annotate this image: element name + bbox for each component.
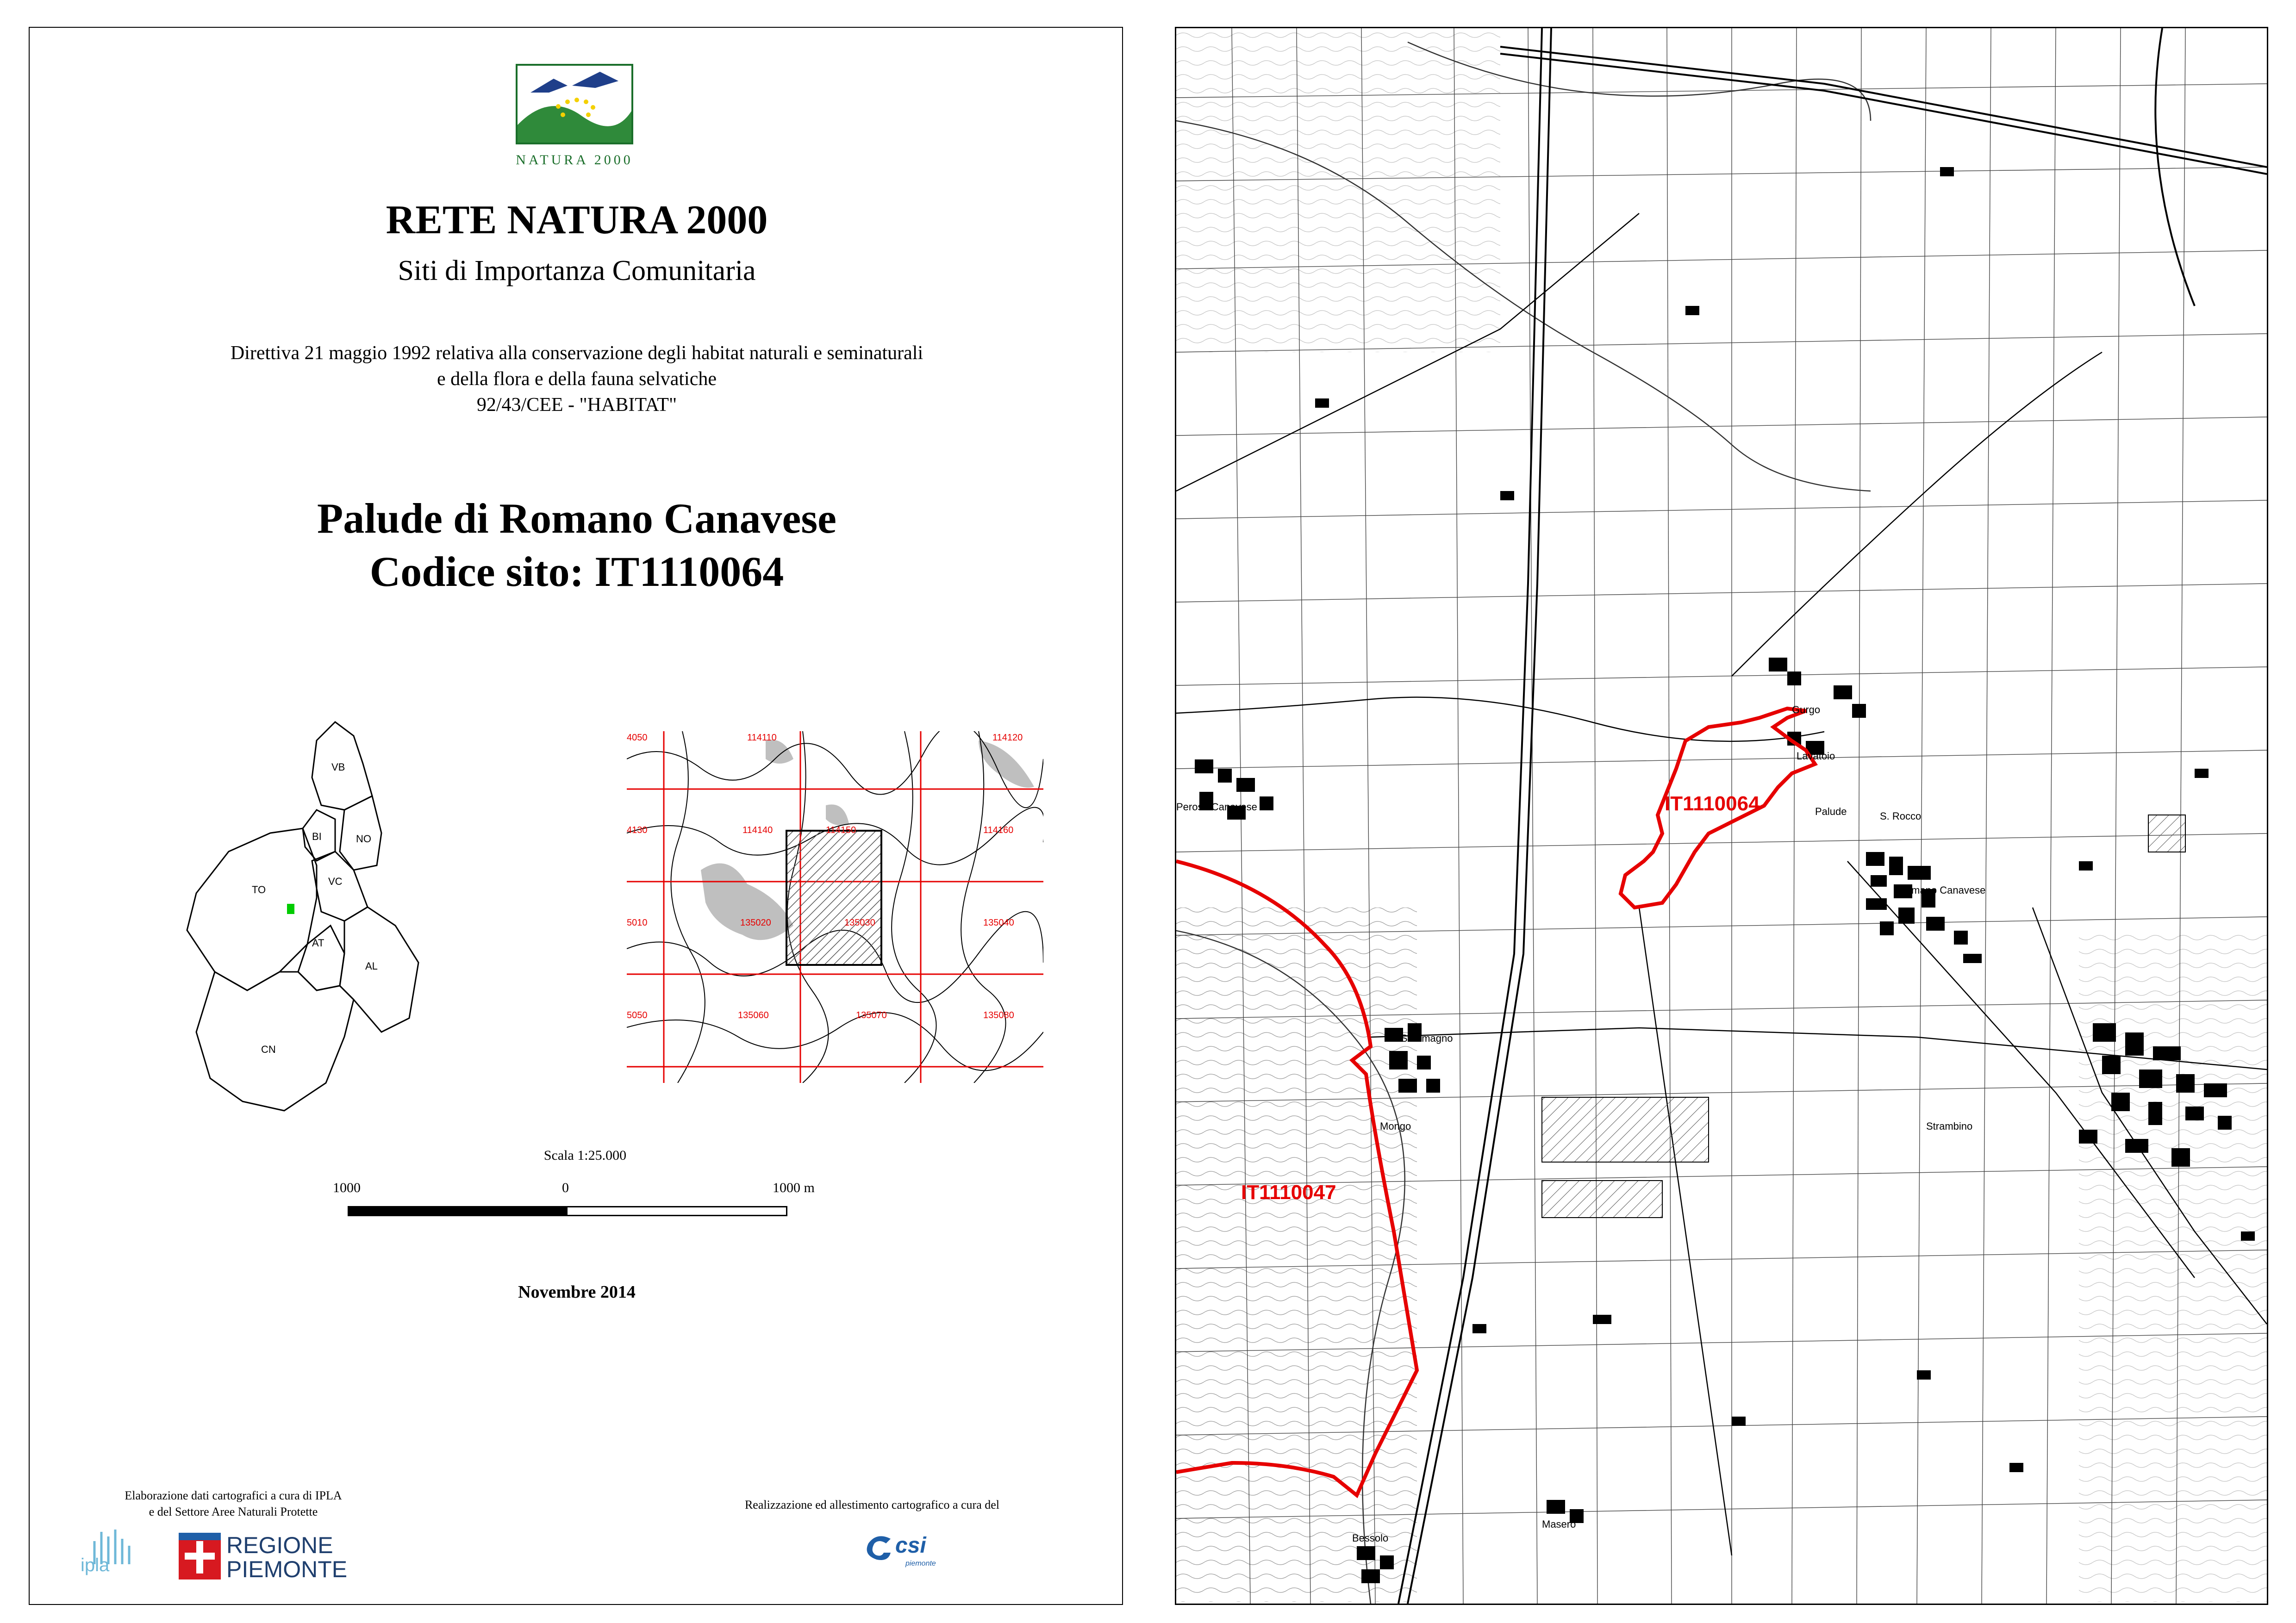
natura-2000-emblem-icon <box>512 60 637 148</box>
grid-label: 135080 <box>983 1010 1014 1020</box>
scale-label: Scala 1:25.000 <box>543 1148 627 1163</box>
topographic-map[interactable] <box>1175 27 2268 1605</box>
regione-shield-icon <box>178 1532 222 1580</box>
province-label-vc: VC <box>328 876 343 887</box>
scale-right-value: 1000 m <box>773 1180 815 1195</box>
province-label-to: TO <box>252 884 266 895</box>
grid-label: 114140 <box>742 825 773 835</box>
csi-credit-line: Realizzazione ed allestimento cartografico a cura del <box>744 1498 1000 1511</box>
grid-label: 114110 <box>747 733 777 743</box>
scale-zero-value: 0 <box>562 1180 569 1195</box>
province-label-no: NO <box>356 833 371 845</box>
place-lavatoio: Lavatoio <box>1797 750 1835 762</box>
logo-text: NATURA 2000 <box>516 152 633 168</box>
region-locator-map <box>178 713 437 1120</box>
natura-2000-logo <box>512 60 637 167</box>
title-sheet <box>29 27 1123 1605</box>
grid-label: 135040 <box>983 918 1014 928</box>
industrial-area <box>1542 1181 1662 1218</box>
place-palude: Palude <box>1815 806 1847 817</box>
csi-logo-subtext: piemonte <box>905 1560 936 1567</box>
place-perosa-canavese: Perosa Canavese <box>1176 801 1257 813</box>
site-name: Palude di Romano Canavese <box>317 495 836 542</box>
industrial-area <box>2148 815 2185 852</box>
grid-label: 5050 <box>627 1010 648 1020</box>
grid-label: 4130 <box>627 825 648 835</box>
hill-area-west <box>1176 908 1417 1602</box>
grid-label: 114150 <box>826 825 856 835</box>
page-subtitle: Siti di Importanza Comunitaria <box>398 255 756 286</box>
site-label-it1110047: IT1110047 <box>1241 1181 1336 1204</box>
place-bessolo: Bessolo <box>1352 1532 1389 1544</box>
site-label-it1110064: IT1110064 <box>1665 792 1760 815</box>
directive-line-3: 92/43/CEE - "HABITAT" <box>476 394 677 416</box>
directive-line-2: e della flora e della fauna selvatiche <box>437 368 717 390</box>
place-s-rocco: S. Rocco <box>1880 810 1922 822</box>
place-scarmagno: Scarmagno <box>1401 1032 1453 1044</box>
province-at <box>298 926 344 990</box>
hill-area-north <box>1176 28 1500 352</box>
grid-label: 5010 <box>627 918 648 928</box>
province-label-vb: VB <box>331 761 345 773</box>
ipla-credit-line-2: e del Settore Aree Naturali Protette <box>149 1505 318 1518</box>
regione-text-line-2: PIEMONTE <box>226 1556 348 1582</box>
scale-bar-black-segment <box>349 1207 568 1215</box>
current-sheet-frame <box>786 831 881 965</box>
grid-label: 114160 <box>983 825 1014 835</box>
grid-label: 114120 <box>992 733 1023 743</box>
grid-index-map <box>627 731 1043 1083</box>
place-romano-canavese: Romano Canavese <box>1898 884 1986 896</box>
site-code: Codice sito: IT1110064 <box>369 548 784 595</box>
place-mongo: Mongo <box>1380 1120 1411 1132</box>
directive-line-1: Direttiva 21 maggio 1992 relativa alla conservazione degli habitat naturali e seminaturali <box>230 342 923 364</box>
province-label-bi: BI <box>312 831 322 842</box>
grid-label: 135070 <box>856 1010 887 1020</box>
grid-label: 4050 <box>627 733 648 743</box>
place-strambino: Strambino <box>1926 1120 1973 1132</box>
site-locator-marker <box>287 904 294 914</box>
province-label-al: AL <box>365 960 378 972</box>
place-gurgo: Gurgo <box>1792 704 1821 715</box>
csi-logo-text: csi <box>895 1533 926 1558</box>
grid-label: 135030 <box>844 918 875 928</box>
grid-label: 135060 <box>738 1010 769 1020</box>
date-label: Novembre 2014 <box>518 1282 636 1302</box>
industrial-area <box>1542 1097 1709 1162</box>
province-al <box>340 907 418 1032</box>
csi-logo <box>863 1532 955 1578</box>
place-masero: Masero <box>1542 1518 1576 1530</box>
scale-bar <box>348 1206 787 1216</box>
page-title: RETE NATURA 2000 <box>386 198 768 243</box>
ipla-logo-text: ipla <box>81 1555 110 1575</box>
map-canvas[interactable] <box>1176 28 2267 1604</box>
province-to <box>187 828 317 990</box>
csi-swirl-icon <box>863 1532 895 1564</box>
regione-text-line-1: REGIONE <box>226 1532 333 1558</box>
ipla-logo <box>76 1527 145 1587</box>
regione-piemonte-logo <box>178 1532 349 1583</box>
province-cn <box>196 972 354 1111</box>
ipla-credit-line-1: Elaborazione dati cartografici a cura di IPLA <box>125 1489 342 1502</box>
grid-label: 135020 <box>740 918 771 928</box>
scale-left-value: 1000 <box>333 1180 361 1195</box>
province-label-cn: CN <box>261 1044 276 1055</box>
province-label-at: AT <box>312 937 324 949</box>
